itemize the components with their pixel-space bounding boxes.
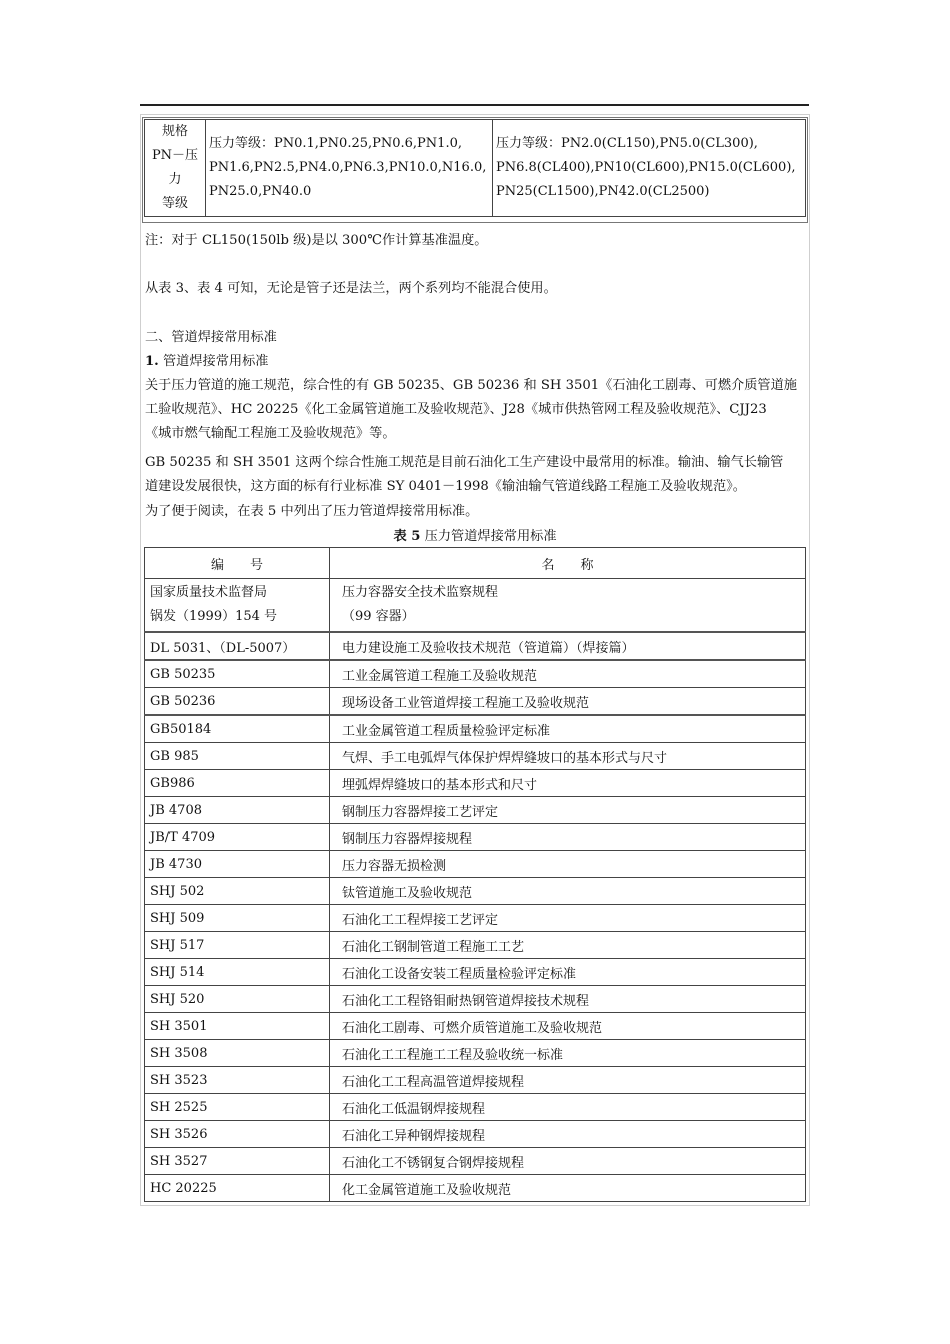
standard-name: 石油化工工程施工工程及验收统一标准 [330, 1040, 806, 1067]
table-caption [140, 527, 810, 547]
table-row [145, 797, 806, 824]
standard-name: 化工金属管道施工及验收规范 [330, 1175, 806, 1202]
table-row [145, 851, 806, 878]
spec-row [145, 120, 806, 217]
standard-name: 压力容器无损检测 [330, 851, 806, 878]
paragraph-line: 关于压力管道的施工规范，综合性的有 GB 50235、GB 50236 和 SH 3501《石油化工剧毒、可燃介质管道施 [145, 378, 797, 393]
table-row [145, 743, 806, 770]
spec-line: PN1.6,PN2.5,PN4.0,PN6.3,PN10.0,N16.0, [209, 160, 487, 175]
standard-code: SHJ 520 [145, 986, 330, 1013]
paragraph-line: 道建设发展很快，这方面的标有行业标准 SY 0401－1998《输油输气管道线路工程施工及验收规范》。 [145, 479, 746, 494]
name-line: （99 容器） [342, 609, 415, 624]
paragraph-line: GB 50235 和 SH 3501 这两个综合性施工规范是目前石油化工生产建设中最常用的标准。输油、输气长输管 [145, 455, 784, 470]
standard-code [145, 579, 330, 633]
standard-name: 石油化工设备安装工程质量检验评定标准 [330, 959, 806, 986]
table-row [145, 688, 806, 716]
caption-number: 表 5 [393, 529, 421, 544]
standard-code: SHJ 517 [145, 932, 330, 959]
standard-code: JB/T 4709 [145, 824, 330, 851]
paragraph-line: 《城市燃气输配工程施工及验收规范》等。 [145, 426, 396, 441]
section-heading: 二、管道焊接常用标准 [145, 330, 277, 345]
paragraph-1 [145, 374, 810, 446]
table-row [145, 1121, 806, 1148]
subsection-heading [145, 350, 810, 374]
standard-name: 电力建设施工及验收技术规范（管道篇）（焊接篇） [330, 632, 806, 660]
standard-code: SHJ 514 [145, 959, 330, 986]
table-row [145, 1148, 806, 1175]
note-text: 注：对于 CL150(150lb 级)是以 300℃作计算基准温度。 [145, 233, 488, 248]
standard-code: GB 50236 [145, 688, 330, 716]
code-line: 国家质量技术监督局 [150, 585, 268, 600]
standard-name: 钢制压力容器焊接规程 [330, 824, 806, 851]
standard-name: 石油化工剧毒、可燃介质管道施工及验收规范 [330, 1013, 806, 1040]
table-row [145, 959, 806, 986]
column-header-code: 编 号 [145, 548, 330, 579]
paragraph-2 [145, 451, 810, 499]
table-row [145, 1175, 806, 1202]
standard-code: SH 3526 [145, 1121, 330, 1148]
standard-code: GB 50235 [145, 660, 330, 688]
code-line: 锅发（1999）154 号 [150, 609, 278, 624]
standard-code: GB986 [145, 770, 330, 797]
spec-header-line: 力 [168, 172, 182, 187]
standard-code: GB 985 [145, 743, 330, 770]
table-header-row [145, 548, 806, 579]
spec-header-cell [145, 120, 206, 217]
standard-name: 石油化工异种钢焊接规程 [330, 1121, 806, 1148]
table-row [145, 932, 806, 959]
standard-name: 埋弧焊焊缝坡口的基本形式和尺寸 [330, 770, 806, 797]
standard-code: SH 3527 [145, 1148, 330, 1175]
spec-table [144, 119, 806, 217]
standard-code: DL 5031、（DL-5007） [145, 632, 330, 660]
table-row [145, 660, 806, 688]
spec-line: PN6.8(CL400),PN10(CL600),PN15.0(CL600), [496, 160, 796, 175]
standard-name: 石油化工钢制管道工程施工工艺 [330, 932, 806, 959]
table-row [145, 986, 806, 1013]
table-row [145, 632, 806, 660]
table-row [145, 715, 806, 743]
standards-table [144, 547, 806, 1202]
standard-name: 石油化工工程高温管道焊接规程 [330, 1067, 806, 1094]
standard-code: JB 4730 [145, 851, 330, 878]
standard-name: 石油化工低温钢焊接规程 [330, 1094, 806, 1121]
standard-code: GB50184 [145, 715, 330, 743]
standard-name: 现场设备工业管道焊接工程施工及验收规范 [330, 688, 806, 716]
spec-header-line: PN－压 [151, 148, 199, 163]
table-row [145, 905, 806, 932]
table-row [145, 770, 806, 797]
table-row [145, 824, 806, 851]
standard-code: SH 3501 [145, 1013, 330, 1040]
standard-name: 工业金属管道工程质量检验评定标准 [330, 715, 806, 743]
standard-code: SHJ 509 [145, 905, 330, 932]
standard-code: SHJ 502 [145, 878, 330, 905]
spec-line: 压力等级：PN0.1,PN0.25,PN0.6,PN1.0, [209, 136, 462, 151]
spec-header-line: 规格 [161, 124, 188, 139]
table-row [145, 1040, 806, 1067]
standard-name: 石油化工工程焊接工艺评定 [330, 905, 806, 932]
table-row [145, 1067, 806, 1094]
spec-line: PN25.0,PN40.0 [209, 184, 312, 199]
standard-code: HC 20225 [145, 1175, 330, 1202]
paragraph-tables: 从表 3、表 4 可知，无论是管子还是法兰，两个系列均不能混合使用。 [145, 281, 557, 296]
name-line: 压力容器安全技术监察规程 [342, 585, 499, 600]
table-row [145, 878, 806, 905]
spec-line: 压力等级：PN2.0(CL150),PN5.0(CL300), [496, 136, 758, 151]
subsection-number: 1. [145, 354, 159, 369]
column-header-name: 名 称 [330, 548, 806, 579]
standard-name [330, 579, 806, 633]
spec-series1-cell [206, 120, 493, 217]
top-rule [140, 104, 809, 106]
table-row [145, 579, 806, 633]
standard-name: 石油化工工程铬钼耐热钢管道焊接技术规程 [330, 986, 806, 1013]
table-row [145, 1013, 806, 1040]
table-row [145, 1094, 806, 1121]
subsection-title: 管道焊接常用标准 [162, 354, 269, 369]
standard-code: SH 3523 [145, 1067, 330, 1094]
spec-header-line: 等级 [161, 196, 188, 211]
standard-code: SH 2525 [145, 1094, 330, 1121]
paragraph-3: 为了便于阅读，在表 5 中列出了压力管道焊接常用标准。 [145, 504, 479, 519]
caption-title: 压力管道焊接常用标准 [424, 529, 557, 544]
standard-name: 石油化工不锈钢复合钢焊接规程 [330, 1148, 806, 1175]
standard-name: 工业金属管道工程施工及验收规范 [330, 660, 806, 688]
standard-name: 气焊、手工电弧焊气体保护焊焊缝坡口的基本形式与尺寸 [330, 743, 806, 770]
standard-code: SH 3508 [145, 1040, 330, 1067]
standard-code: JB 4708 [145, 797, 330, 824]
paragraph-line: 工验收规范》、HC 20225《化工金属管道施工及验收规范》、J28《城市供热管网工程及验收规范》、CJJ23 [145, 402, 767, 417]
standard-name: 钛管道施工及验收规范 [330, 878, 806, 905]
standard-name: 钢制压力容器焊接工艺评定 [330, 797, 806, 824]
spec-series2-cell [493, 120, 806, 217]
spec-line: PN25(CL1500),PN42.0(CL2500) [496, 184, 710, 199]
